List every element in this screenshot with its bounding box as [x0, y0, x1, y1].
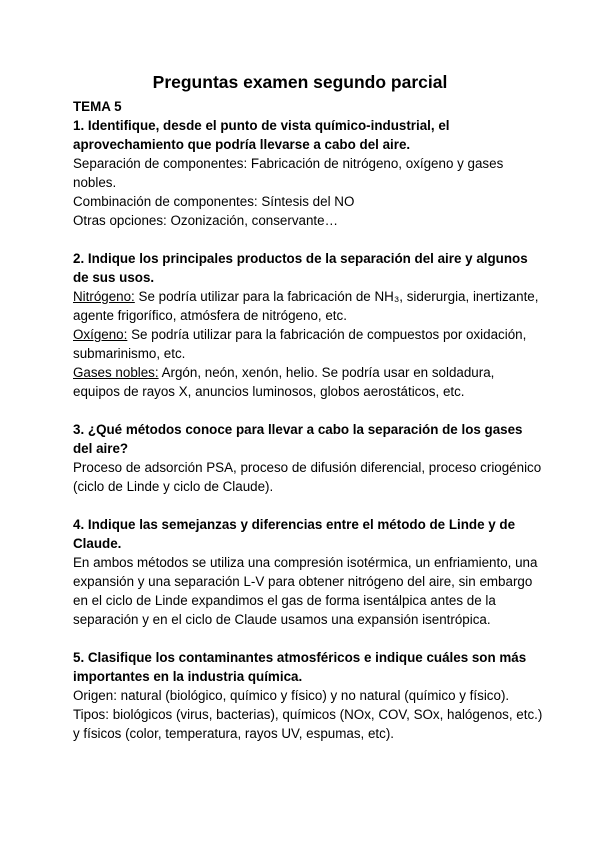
answer-1-line-2: Combinación de componentes: Síntesis del NO	[73, 194, 355, 209]
answer-4: En ambos métodos se utiliza una compresión isotérmica, un enfriamiento, una expansión y una separación L-V para obtener nitrógeno del aire, sin embargo en el ciclo de Linde expandimos el gas de forma isentálpica antes de la separación y en el ciclo de Claude usamos una expansión isentrópica.	[73, 555, 538, 627]
answer-1-line-1: Separación de componentes: Fabricación de nitrógeno, oxígeno y gases nobles.	[73, 156, 504, 190]
question-5: 5. Clasifique los contaminantes atmosféricos e indique cuáles son más importantes en la industria química.	[73, 650, 527, 684]
question-3: 3. ¿Qué métodos conoce para llevar a cabo la separación de los gases del aire?	[73, 422, 523, 456]
oxygen-text: Se podría utilizar para la fabricación de compuestos por oxidación, submarinismo, etc.	[73, 327, 527, 361]
question-1: 1. Identifique, desde el punto de vista químico-industrial, el aprovechamiento que podría llevarse a cabo del aire.	[73, 118, 450, 152]
answer-2-noble-gases	[73, 363, 543, 401]
noble-gases-text: Argón, neón, xenón, helio. Se podría usar en soldadura, equipos de rayos X, anuncios luminosos, globos aerostáticos, etc.	[73, 365, 495, 399]
document-body	[73, 97, 543, 743]
noble-gases-label: Gases nobles:	[73, 365, 159, 380]
page-title: Preguntas examen segundo parcial	[152, 72, 448, 92]
answer-2-nitrogen	[73, 287, 543, 325]
question-4: 4. Indique las semejanzas y diferencias entre el método de Linde y de Claude.	[73, 517, 516, 551]
spacer	[73, 629, 543, 648]
nitrogen-label: Nitrógeno:	[73, 289, 135, 304]
question-2: 2. Indique los principales productos de la separación del aire y algunos de sus usos.	[73, 251, 528, 285]
answer-1-line-3: Otras opciones: Ozonización, conservante…	[73, 213, 338, 228]
spacer	[73, 401, 543, 420]
spacer	[73, 230, 543, 249]
answer-2-oxygen	[73, 325, 543, 363]
spacer	[73, 496, 543, 515]
answer-5-types: Tipos: biológicos (virus, bacterias), químicos (NOx, COV, SOx, halógenos, etc.) y físicos (color, temperatura, rayos UV, espumas, etc).	[73, 707, 543, 741]
oxygen-label: Oxígeno:	[73, 327, 128, 342]
topic-heading: TEMA 5	[73, 99, 122, 114]
answer-5-origin: Origen: natural (biológico, químico y físico) y no natural (químico y físico).	[73, 688, 510, 703]
nitrogen-text: Se podría utilizar para la fabricación de NH₃, siderurgia, inertizante, agente frigorífico, atmósfera de nitrógeno, etc.	[73, 289, 539, 323]
answer-3: Proceso de adsorción PSA, proceso de difusión diferencial, proceso criogénico (ciclo de Linde y ciclo de Claude).	[73, 460, 542, 494]
